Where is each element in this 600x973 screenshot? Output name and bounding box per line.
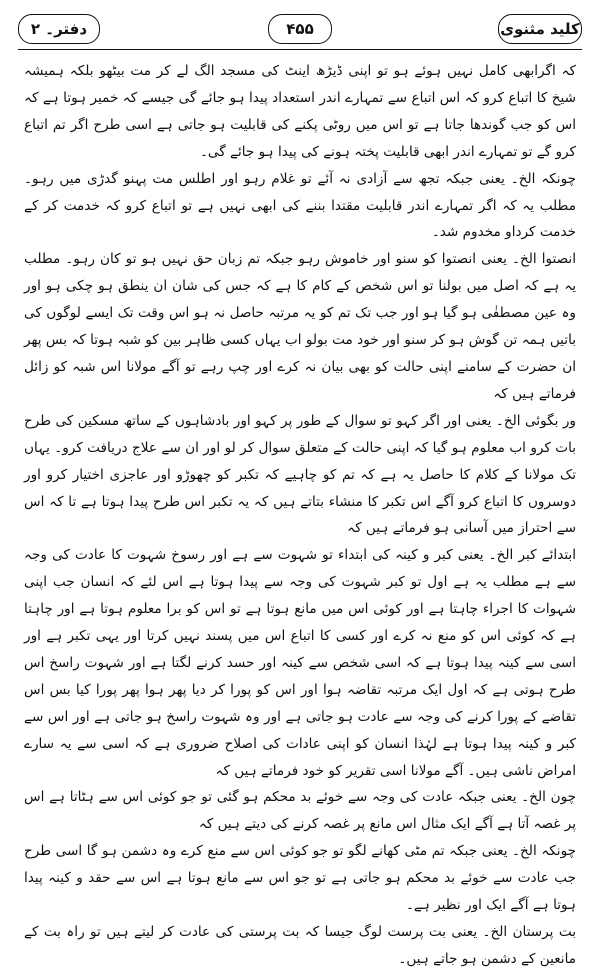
page-number: ۴۵۵	[268, 14, 332, 44]
paragraph: انصتوا الخ۔ یعنی انصتوا کو سنو اور خاموش رہو جبکہ تم زبان حق نہیں ہو تو کان رہو۔ مطلب یہ ہے کہ اصل میں بولنا تو اس شخص کے کام کا ہے کہ جس کی شان ان ینطق ہو چکی ہو اور وہ عین مصطفٰی ہو گیا ہو اور جب تک تم کو یہ مرتبہ حاصل نہ ہو اس وقت تک ایسے لوگوں کی باتیں ہمہ تن گوش ہو کر سنو اور خود مت بولو اب یہاں کسی ظاہر بین کو شبہ ہوتا کہ بس پھر ان حضرت کے سامنے اپنی حالت کو بھی بیان نہ کرے اور چپ رہے تو آگے مولانا اس شبہ کو زائل فرماتے ہیں کہ	[24, 251, 576, 402]
header-rule	[18, 49, 582, 50]
paragraph: کہ اگرابھی کامل نہیں ہوئے ہو تو اپنی ڈیڑھ اینٹ کی مسجد الگ لے کر مت بیٹھو بلکہ ہمیشہ شیخ کا اتباع کرو کہ اس اتباع سے تمہارے اندر استعداد پیدا ہو جائے گی جیسے کہ خمیر ہوتا ہے کہ اس کو جب گوندھا جاتا ہے تو اس میں روٹی پکنے کی قابلیت ہو جاتی ہے اسی طرح اگر تم اتباع کرو گے تو تمہارے اندر ابھی قابلیت پختہ ہونے کی پیدا ہو جائے گی۔	[24, 63, 576, 160]
page-body	[24, 58, 576, 967]
paragraph: ابتدائے کبر الخ۔ یعنی کبر و کینہ کی ابتداء تو شہوت سے ہے اور رسوخ شہوت کا عادت کی وجہ سے ہے مطلب یہ ہے اول تو کبر شہوت کی وجہ سے پیدا ہوتا ہے اس لئے کہ انسان جب اپنی شہوات کا اجراء چاہتا ہے اور کوئی اس میں مانع ہوتا ہے تو اس کو برا معلوم ہوتا ہے اور چاہتا ہے کہ کوئی اس کو منع نہ کرے اور کسی کا اتباع اس میں پسند نہیں کرتا اور یہی تکبر ہے اور اسی سے کینہ پیدا ہوتا ہے کہ اسی شخص سے کینہ اور حسد کرنے لگتا ہے اور شہوت راسخ اس طرح ہوتی ہے کہ اول ایک مرتبہ تقاضہ ہوا اور اس کو پورا کر دیا پھر ہوا پھر پورا کیا بس اس تقاضے کے پورا کرنے کی وجہ سے عادت ہو جاتی ہے اور وہ شہوت راسخ ہو جاتی ہے اور اس سے کبر و کینہ پیدا ہوتا ہے لہٰذا انسان کو اپنی عادات کی اصلاح ضروری ہے کہ اسی سے یہ سارے امراض ناشی ہیں۔ آگے مولانا اسی تقریر کو خود فرماتے ہیں کہ	[24, 547, 576, 779]
page-header	[18, 14, 582, 48]
book-title: کلید مثنوی	[498, 14, 582, 44]
paragraph: چونکہ الخ۔ یعنی جبکہ تم مٹی کھانے لگو تو جو کوئی اس سے منع کرے وہ دشمن ہو گا اسی طرح جب عادت سے خوئے بد محکم ہو جاتی ہے تو جو اس سے مانع ہوتا ہے اس سے حقد و کینہ پیدا ہوتا ہے آگے ایک اور نظیر ہے۔	[24, 843, 576, 914]
paragraph: چون الخ۔ یعنی جبکہ عادت کی وجہ سے خوئے بد محکم ہو گئی تو جو کوئی اس سے ہٹاتا ہے اس پر غصہ آتا ہے آگے ایک مثال اس مانع پر غصہ کرنے کی دیتے ہیں کہ	[24, 789, 576, 833]
paragraph: ور بگوئی الخ۔ یعنی اور اگر کہو تو سوال کے طور پر کہو اور بادشاہوں کے ساتھ مسکین کی طرح بات کرو اب معلوم ہو گیا کہ اپنی حالت کے متعلق سوال کر لو اور ان سے علاج دریافت کرو۔ یہاں تک مولانا کے کلام کا حاصل یہ ہے کہ تم کو چاہیے کہ تکبر کو چھوڑو اور عاجزی اختیار کرو اور دوسروں کا اتباع کرو آگے اس تکبر کا منشاء بتاتے ہیں کہ یہ تکبر اس طرح پیدا ہوتا ہے تا کہ اس سے احتراز میں آسانی ہو فرماتے ہیں کہ	[24, 412, 576, 537]
volume-label: دفتر۔ ۲	[18, 14, 100, 44]
paragraph: بت پرستان الخ۔ یعنی بت پرست لوگ جیسا کہ بت پرستی کی عادت کر لیتے ہیں تو راہ بت کے مانعین کے دشمن ہو جاتے ہیں۔	[24, 924, 576, 967]
paragraph: چونکہ الخ۔ یعنی جبکہ تجھ سے آزادی نہ آئے تو غلام رہو اور اطلس مت پہنو گدڑی میں رہو۔ مطلب یہ کہ اگر تمہارے اندر قابلیت مقتدا بننے کی ابھی نہیں ہے تو اتباع کرو کہ خدمت کر کے خدمت کرداو مخدوم شد۔	[24, 170, 576, 241]
